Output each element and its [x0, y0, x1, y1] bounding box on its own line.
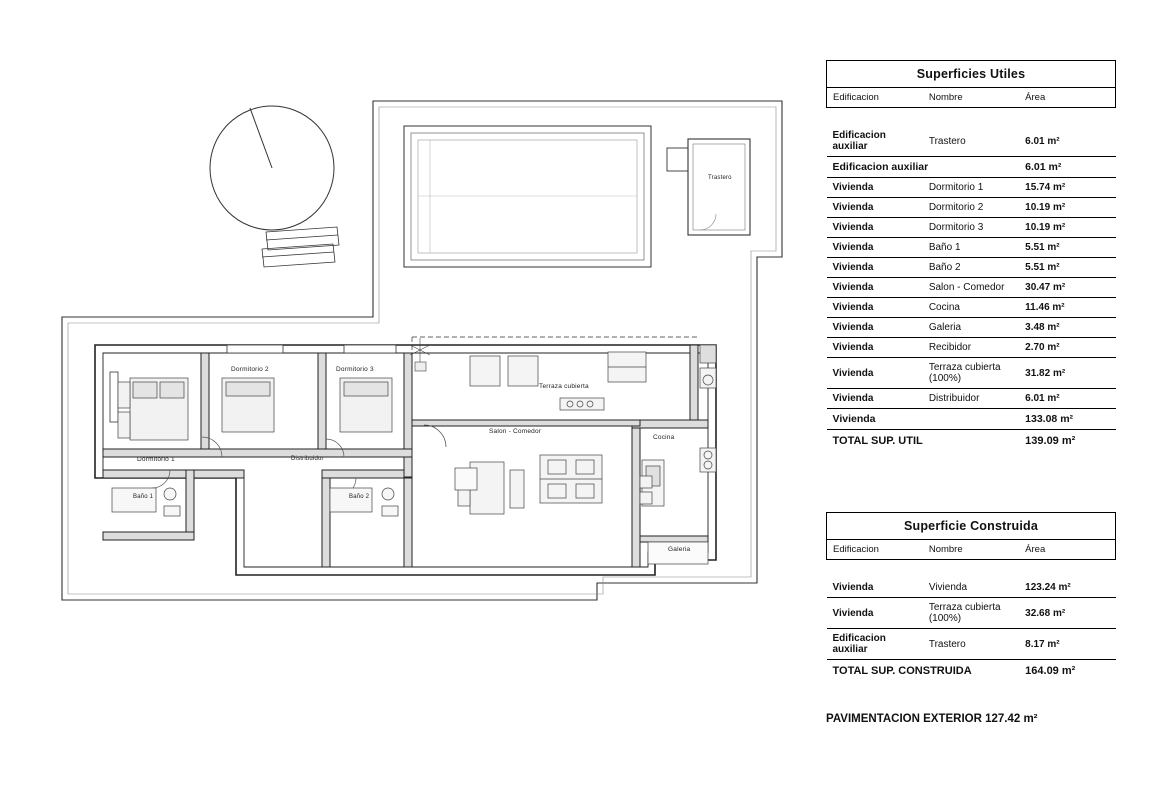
table-row: [827, 238, 1116, 258]
cell-area: 10.19 m²: [1019, 218, 1115, 238]
plan-label-bano2: Baño 2: [349, 494, 370, 500]
table-row: [827, 218, 1116, 238]
cell-total-area: 139.09 m²: [1025, 435, 1076, 447]
cell-edificacion: Vivienda: [827, 298, 923, 318]
cell-edificacion: Edificacion auxiliar: [827, 157, 1020, 178]
table-row: [827, 389, 1116, 409]
table-row-total: [827, 660, 1116, 682]
table-row: [827, 178, 1116, 198]
cell-total-label: TOTAL SUP. CONSTRUIDA: [832, 665, 972, 677]
cell-area: 31.82 m²: [1019, 358, 1115, 389]
cell-area: 6.01 m²: [1019, 126, 1115, 157]
construida-header-edificacion: Edificacion: [827, 540, 923, 560]
plan-label-dormitorio1: Dormitorio 1: [137, 456, 175, 463]
table-row: [827, 598, 1116, 629]
cell-nombre: Trastero: [923, 629, 1019, 660]
table-row: [827, 298, 1116, 318]
table-row-total: [827, 430, 1116, 452]
cell-total-area: 164.09 m²: [1025, 665, 1076, 677]
plan-label-terraza-cubierta: Terraza cubierta: [539, 383, 589, 390]
superficies-utiles-table: [826, 60, 1116, 451]
cell-area: 8.17 m²: [1019, 629, 1115, 660]
pavimentacion-exterior-note: PAVIMENTACION EXTERIOR 127.42 m²: [826, 713, 1038, 725]
table-row: [827, 318, 1116, 338]
cell-nombre: Baño 2: [923, 258, 1019, 278]
superficies-utiles-title: Superficies Utiles: [826, 60, 1116, 88]
plan-label-dormitorio2: Dormitorio 2: [231, 366, 269, 373]
table-row: [827, 338, 1116, 358]
plan-label-bano1: Baño 1: [133, 494, 154, 500]
utiles-header-area: Área: [1019, 88, 1115, 108]
table-row: [827, 629, 1116, 660]
table-row: [827, 578, 1116, 598]
cell-edificacion: Vivienda: [827, 238, 923, 258]
cell-nombre: Terraza cubierta (100%): [923, 598, 1019, 629]
plan-label-cocina: Cocina: [653, 434, 675, 441]
table-row: [827, 126, 1116, 157]
cell-area: 133.08 m²: [1019, 409, 1115, 430]
construida-header-area: Área: [1019, 540, 1115, 560]
table-row: [827, 409, 1116, 430]
superficie-construida-table: [826, 512, 1116, 681]
cell-nombre: Dormitorio 1: [923, 178, 1019, 198]
cell-edificacion: Vivienda: [827, 578, 923, 598]
table-row: [827, 278, 1116, 298]
cell-edificacion: Edificacion auxiliar: [827, 629, 923, 660]
table-row: [827, 198, 1116, 218]
cell-area: 32.68 m²: [1019, 598, 1115, 629]
plan-label-trastero: Trastero: [708, 175, 732, 181]
superficie-construida-title: Superficie Construida: [826, 512, 1116, 540]
cell-nombre: Salon - Comedor: [923, 278, 1019, 298]
cell-total-label: TOTAL SUP. UTIL: [832, 435, 923, 447]
construida-header-nombre: Nombre: [923, 540, 1019, 560]
cell-area: 3.48 m²: [1019, 318, 1115, 338]
cell-area: 30.47 m²: [1019, 278, 1115, 298]
cell-area: 15.74 m²: [1019, 178, 1115, 198]
cell-area: 6.01 m²: [1019, 389, 1115, 409]
cell-area: 5.51 m²: [1019, 258, 1115, 278]
cell-nombre: Recibidor: [923, 338, 1019, 358]
plan-label-galeria: Galeria: [668, 546, 691, 553]
utiles-header-edificacion: Edificacion: [827, 88, 923, 108]
cell-nombre: Dormitorio 2: [923, 198, 1019, 218]
cell-area: 10.19 m²: [1019, 198, 1115, 218]
cell-area: 123.24 m²: [1019, 578, 1115, 598]
cell-edificacion: Vivienda: [827, 218, 923, 238]
cell-edificacion: Edificacion auxiliar: [827, 126, 923, 157]
cell-nombre: Dormitorio 3: [923, 218, 1019, 238]
cell-area: 5.51 m²: [1019, 238, 1115, 258]
plan-label-dormitorio3: Dormitorio 3: [336, 366, 374, 373]
cell-nombre: Baño 1: [923, 238, 1019, 258]
cell-edificacion: Vivienda: [827, 278, 923, 298]
cell-nombre: Vivienda: [923, 578, 1019, 598]
cell-edificacion: Vivienda: [827, 598, 923, 629]
cell-nombre: Cocina: [923, 298, 1019, 318]
cell-nombre: Trastero: [923, 126, 1019, 157]
table-row: [827, 358, 1116, 389]
cell-edificacion: Vivienda: [827, 318, 923, 338]
cell-nombre: Terraza cubierta (100%): [923, 358, 1019, 389]
cell-area: 2.70 m²: [1019, 338, 1115, 358]
cell-nombre: Distribuidor: [923, 389, 1019, 409]
cell-edificacion: Vivienda: [827, 389, 923, 409]
utiles-header-nombre: Nombre: [923, 88, 1019, 108]
cell-nombre: Galeria: [923, 318, 1019, 338]
cell-edificacion: Vivienda: [827, 358, 923, 389]
plan-label-distribuidor: Distribuidor: [291, 456, 324, 462]
cell-edificacion: Vivienda: [827, 338, 923, 358]
cell-edificacion: Vivienda: [827, 178, 923, 198]
cell-edificacion: Vivienda: [827, 258, 923, 278]
cell-area: 11.46 m²: [1019, 298, 1115, 318]
table-row: [827, 157, 1116, 178]
cell-edificacion: Vivienda: [827, 409, 1020, 430]
table-row: [827, 258, 1116, 278]
plan-label-salon-comedor: Salon - Comedor: [489, 428, 542, 435]
cell-area: 6.01 m²: [1019, 157, 1115, 178]
cell-edificacion: Vivienda: [827, 198, 923, 218]
